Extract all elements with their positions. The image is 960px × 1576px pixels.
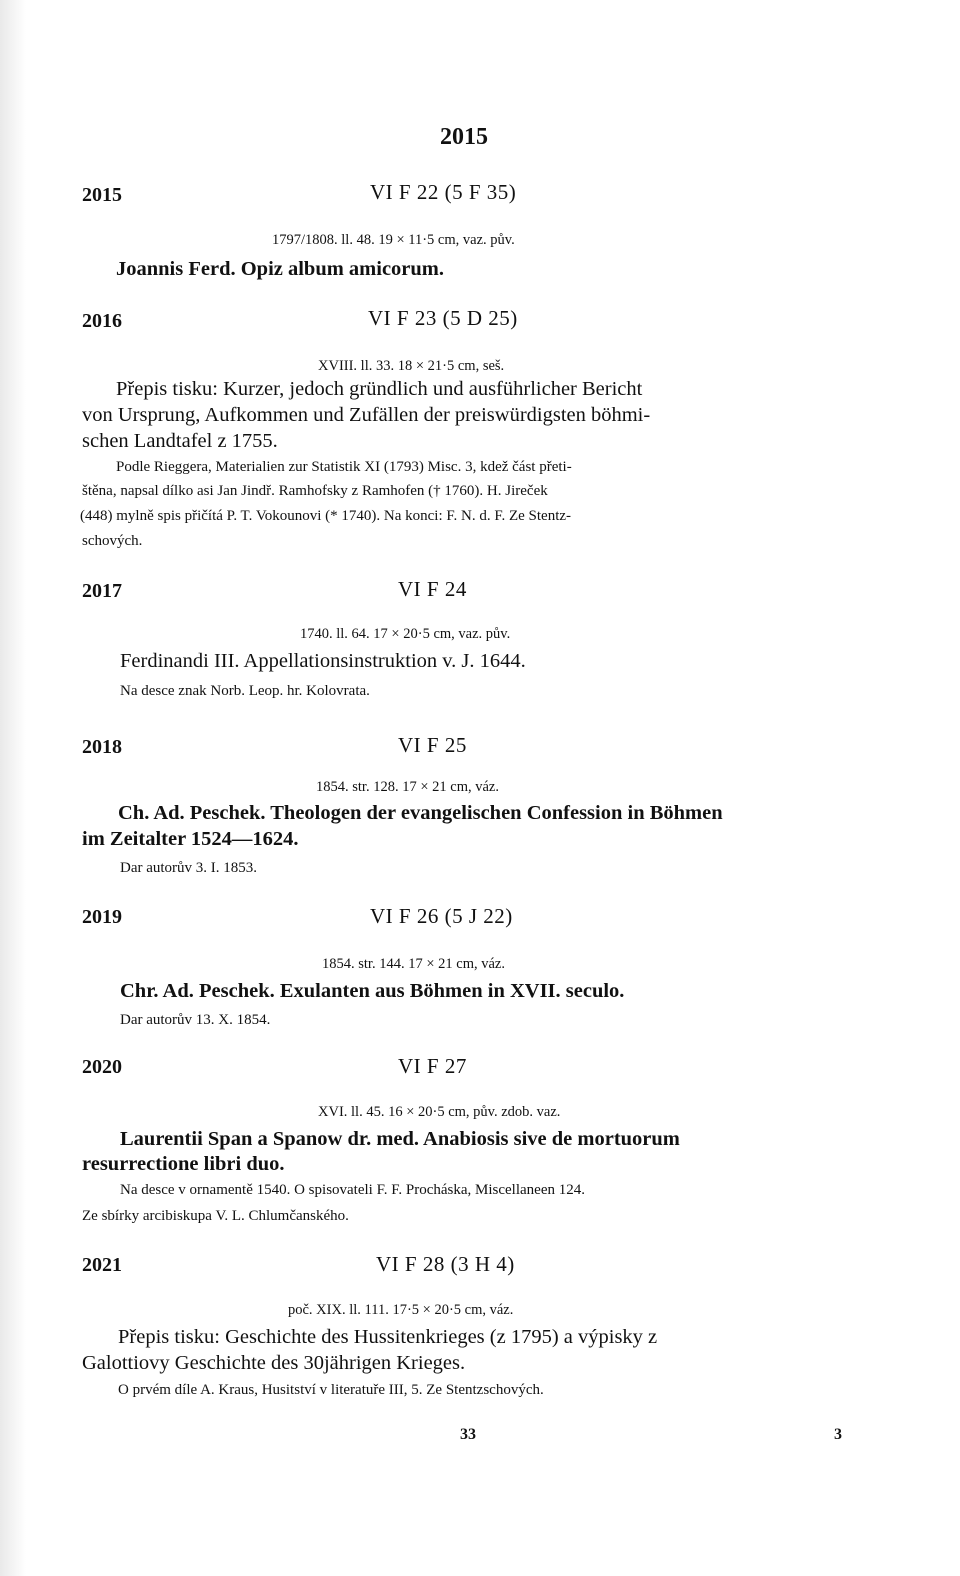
entry-note-line: Na desce znak Norb. Leop. hr. Kolovrata. (120, 683, 370, 699)
entry-number: 2017 (82, 580, 122, 602)
entry-meta: 1740. ll. 64. 17 × 20·5 cm, vaz. pův. (300, 626, 511, 642)
entry-meta: XVIII. ll. 33. 18 × 21·5 cm, seš. (318, 358, 505, 374)
entry-title-line: schen Landtafel z 1755. (82, 430, 278, 452)
entry-note-line: Dar autorův 3. I. 1853. (120, 860, 258, 876)
entry-note-line: Podle Rieggera, Materialien zur Statistik XI (1793) Misc. 3, kdež část přeti- (116, 459, 572, 475)
entry-number: 2021 (82, 1254, 122, 1276)
entry-title-line: Chr. Ad. Peschek. Exulanten aus Böhmen in XVII. seculo. (120, 980, 625, 1002)
entry-title-line: von Ursprung, Aufkommen und Zufällen der preiswürdigsten böhmi- (82, 404, 651, 426)
entry-meta: 1797/1808. ll. 48. 19 × 11·5 cm, vaz. pův. (272, 232, 515, 248)
entry-note-line: štěna, napsal dílko asi Jan Jindř. Ramhofsky z Ramhofen († 1760). H. Jireček (82, 483, 548, 499)
entry-number: 2016 (82, 310, 122, 332)
entry-meta: XVI. ll. 45. 16 × 20·5 cm, pův. zdob. vaz. (318, 1104, 561, 1120)
page-header: 2015 (440, 124, 488, 150)
entry-title-line: resurrectione libri duo. (82, 1153, 285, 1175)
entry-title-line: Přepis tisku: Geschichte des Hussitenkrieges (z 1795) a výpisky z (118, 1326, 658, 1348)
entry-signature: VI F 22 (5 F 35) (370, 180, 517, 204)
entry-title-line: Galottiovy Geschichte des 30jährigen Krieges. (82, 1352, 466, 1374)
entry-note-line: Na desce v ornamentě 1540. O spisovateli F. F. Procháska, Miscellaneen 124. (120, 1182, 585, 1198)
entry-note-line: O prvém díle A. Kraus, Husitství v literatuře III, 5. Ze Stentzschových. (118, 1382, 544, 1398)
entry-note-line: Ze sbírky arcibiskupa V. L. Chlumčanského. (82, 1208, 349, 1224)
entry-meta: 1854. str. 144. 17 × 21 cm, váz. (322, 956, 505, 972)
entry-number: 2015 (82, 184, 122, 206)
entry-signature: VI F 26 (5 J 22) (370, 904, 513, 928)
entry-meta: poč. XIX. ll. 111. 17·5 × 20·5 cm, váz. (288, 1302, 514, 1318)
entry-title-line: Přepis tisku: Kurzer, jedoch gründlich und ausführlicher Bericht (116, 378, 643, 400)
entry-title-line: Joannis Ferd. Opiz album amicorum. (116, 258, 445, 280)
entry-note-line: Dar autorův 13. X. 1854. (120, 1012, 271, 1028)
entry-title-line: Ch. Ad. Peschek. Theologen der evangelischen Confession in Böhmen (118, 802, 723, 824)
entry-title-line: Laurentii Span a Spanow dr. med. Anabiosis sive de mortuorum (120, 1128, 680, 1150)
entry-signature: VI F 25 (398, 733, 467, 757)
entry-signature: VI F 28 (3 H 4) (376, 1252, 515, 1276)
entry-number: 2019 (82, 906, 122, 928)
entry-number: 2018 (82, 736, 122, 758)
entry-title-line: Ferdinandi III. Appellationsinstruktion v. J. 1644. (120, 650, 526, 672)
entry-signature: VI F 27 (398, 1054, 467, 1078)
entry-signature: VI F 24 (398, 577, 467, 601)
signature-mark: 3 (834, 1426, 842, 1443)
page-number: 33 (460, 1426, 476, 1443)
entry-meta: 1854. str. 128. 17 × 21 cm, váz. (316, 779, 499, 795)
entry-signature: VI F 23 (5 D 25) (368, 306, 518, 330)
scan-edge-shadow (0, 0, 26, 1576)
entry-note-line: (448) mylně spis přičítá P. T. Vokounovi (* 1740). Na konci: F. N. d. F. Ze Stentz- (80, 508, 572, 524)
entry-note-line: schových. (82, 533, 143, 549)
entry-title-line: im Zeitalter 1524—1624. (82, 828, 299, 850)
entry-number: 2020 (82, 1056, 122, 1078)
